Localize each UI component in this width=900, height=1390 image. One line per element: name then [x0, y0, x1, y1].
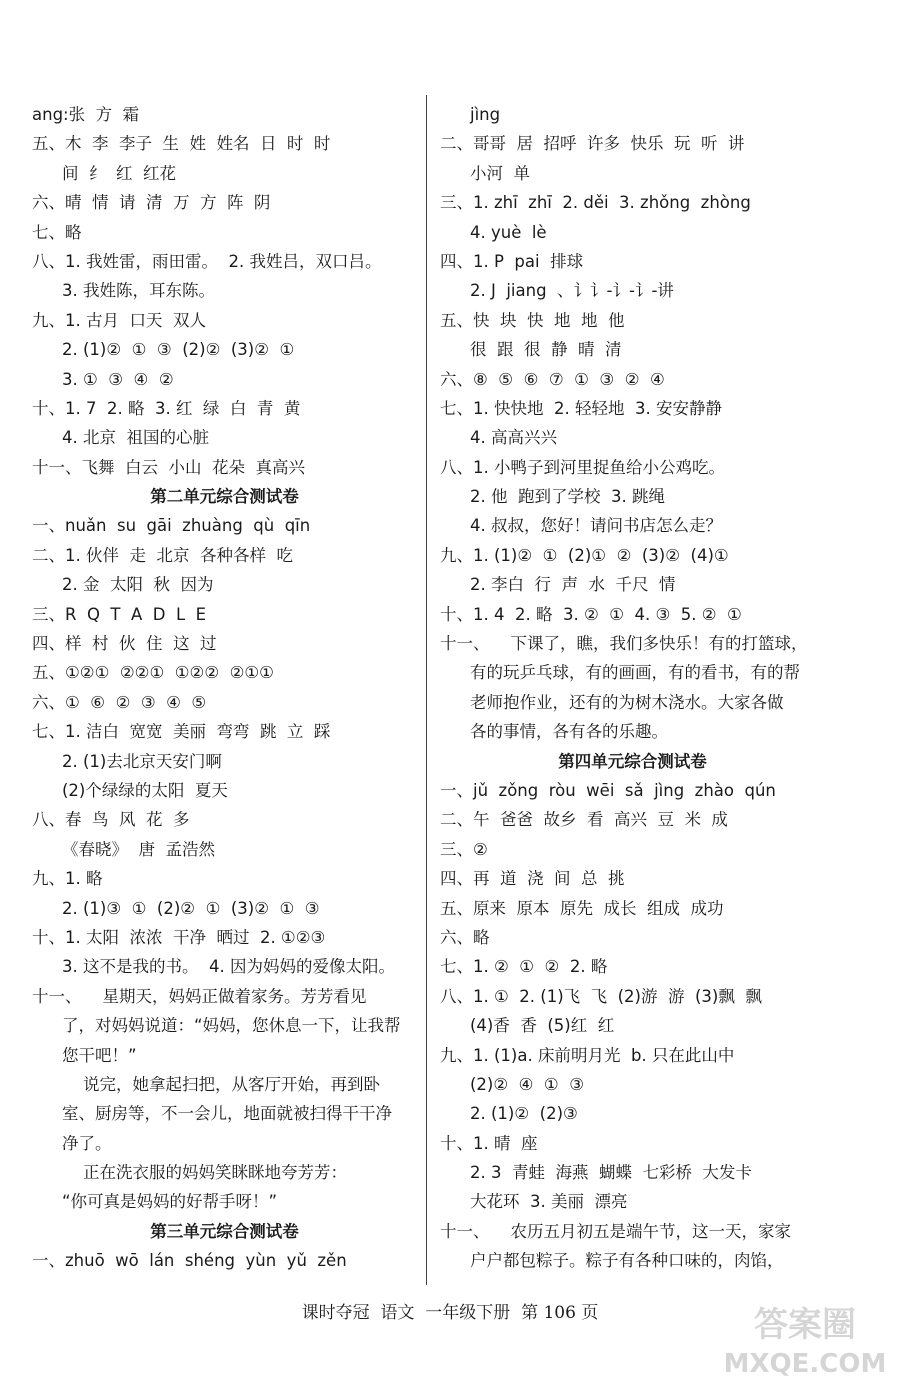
answer-line: 三、1. zhī zhī 2. děi 3. zhǒng zhòng: [440, 193, 751, 213]
answer-line: 3. 这不是我的书。 4. 因为妈妈的爱像太阳。: [62, 957, 395, 977]
answer-line: 4. 高高兴兴: [470, 428, 557, 448]
answer-line: 十一、 星期天，妈妈正做着家务。芳芳看见: [32, 986, 367, 1006]
answer-line: 《春晓》 唐 孟浩然: [62, 839, 215, 859]
answer-line: 2. 金 太阳 秋 因为: [62, 575, 214, 595]
answer-line: 八、1. 我姓雷，雨田雷。 2. 我姓吕，双口吕。: [32, 251, 382, 271]
answer-line: 3. ① ③ ④ ②: [62, 369, 174, 389]
answer-line: 九、1. 略: [32, 869, 103, 889]
answer-line: 五、原来 原本 原先 成长 组成 成功: [440, 898, 724, 918]
answer-line: 十、1. 4 2. 略 3. ② ① 4. ③ 5. ② ①: [440, 604, 742, 624]
watermark-url: MXQE.COM: [723, 1349, 887, 1379]
answer-line: (2)个绿绿的太阳 夏天: [62, 780, 228, 800]
answer-line: 一、nuǎn su gāi zhuàng qù qīn: [32, 516, 311, 536]
answer-line: 六、略: [440, 927, 490, 947]
answer-line: 户户都包粽子。粽子有各种口味的，肉馅，: [470, 1251, 784, 1271]
answer-line: 2. 3 青蛙 海燕 蝴蝶 七彩桥 大发卡: [470, 1163, 752, 1183]
answer-line: 4. yuè lè: [470, 222, 547, 242]
answer-line: 一、jǔ zǒng ròu wēi sǎ jìng zhào qún: [440, 780, 776, 800]
answer-line: 2. (1)③ ① (2)② ① (3)② ① ③: [62, 898, 320, 918]
answer-line: 八、春 鸟 风 花 多: [32, 810, 190, 830]
answer-line: 七、1. ② ① ② 2. 略: [440, 957, 608, 977]
answer-line: 间 纟 红 红花: [62, 163, 176, 183]
answer-line: 四、1. P pai 排球: [440, 251, 584, 271]
answer-line: 九、1. (1)a. 床前明月光 b. 只在此山中: [440, 1045, 735, 1065]
answer-line: 室、厨房等，不一会儿，地面就被扫得干干净: [62, 1104, 392, 1124]
answer-line: (2)② ④ ① ③: [470, 1074, 585, 1094]
watermark-logo: [720, 1300, 890, 1380]
answer-line: 十一、 农历五月初五是端午节，这一天，家家: [440, 1221, 791, 1241]
answer-line: 您干吧！”: [62, 1045, 137, 1065]
answer-line: 2. J jiang 、讠讠‐讠‐讠‐讲: [470, 281, 674, 301]
section-heading: 第四单元综合测试卷: [558, 751, 707, 771]
answer-line: 六、① ⑥ ② ③ ④ ⑤: [32, 692, 207, 712]
page-footer: 课时夺冠 语文 一年级下册 第 106 页: [301, 1303, 599, 1323]
answer-line: 四、样 村 伙 住 这 过: [32, 634, 217, 654]
answer-line: 正在洗衣服的妈妈笑眯眯地夸芳芳：: [62, 1163, 347, 1183]
answer-line: 三、R Q T A D L E: [32, 604, 207, 624]
answer-line: 有的玩乒乓球，有的画画，有的看书，有的帮: [470, 663, 800, 683]
answer-line: 2. (1)② ① ③ (2)② (3)② ①: [62, 340, 295, 360]
answer-line: 十、1. 7 2. 略 3. 红 绿 白 青 黄: [32, 398, 301, 418]
answer-line: 2. 李白 行 声 水 千尺 情: [470, 575, 676, 595]
answer-line: 三、②: [440, 839, 488, 859]
answer-line: “你可真是妈妈的好帮手呀！”: [62, 1192, 278, 1212]
answer-line: 八、1. ① 2. (1)飞 飞 (2)游 游 (3)飘 飘: [440, 986, 762, 1006]
right-answer-column: [440, 100, 825, 1276]
answer-line: ang:张 方 霜: [32, 105, 140, 124]
answer-line: 二、1. 伙伴 走 北京 各种各样 吃: [32, 545, 293, 565]
answer-line: 十、1. 晴 座: [440, 1133, 538, 1153]
answer-line: 八、1. 小鸭子到河里捉鱼给小公鸡吃。: [440, 457, 725, 477]
answer-line: 六、⑧ ⑤ ⑥ ⑦ ① ③ ② ④: [440, 369, 665, 389]
answer-line: 各的事情，各有各的乐趣。: [470, 722, 668, 742]
answer-line: 七、1. 快快地 2. 轻轻地 3. 安安静静: [440, 398, 722, 418]
answer-line: 大花环 3. 美丽 漂亮: [470, 1192, 628, 1212]
column-divider: [426, 95, 427, 1285]
answer-line: 净了。: [62, 1133, 112, 1153]
answer-line: 2. (1)② (2)③: [470, 1104, 578, 1124]
answer-line: 了，对妈妈说道：“妈妈，您休息一下，让我帮: [62, 1016, 401, 1036]
left-answer-column: [32, 100, 417, 1276]
answer-line: 2. (1)去北京天安门啊: [62, 751, 222, 771]
section-heading: 第三单元综合测试卷: [150, 1221, 299, 1241]
answer-line: 五、①②① ②②① ①②② ②①①: [32, 663, 274, 683]
answer-line: 十一、 下课了，瞧，我们多快乐！有的打篮球，: [440, 634, 808, 654]
answer-line: 说完，她拿起扫把，从客厅开始，再到卧: [62, 1074, 380, 1094]
answer-line: 五、快 块 快 地 地 他: [440, 310, 625, 330]
answer-line: 4. 北京 祖国的心脏: [62, 428, 209, 448]
answer-line: 九、1. (1)② ① (2)① ② (3)② (4)①: [440, 545, 729, 565]
answer-line: 六、晴 情 请 清 万 方 阵 阴: [32, 193, 271, 213]
answer-line: 七、略: [32, 222, 82, 242]
watermark-title: 答案圈: [754, 1305, 856, 1345]
answer-line: 七、1. 洁白 宽宽 美丽 弯弯 跳 立 踩: [32, 722, 331, 742]
answer-line: 二、哥哥 居 招呼 许多 快乐 玩 听 讲: [440, 134, 745, 154]
section-heading: 第二单元综合测试卷: [150, 487, 299, 507]
answer-line: 3. 我姓陈，耳东陈。: [62, 281, 215, 301]
answer-line: 老师抱作业，还有的为树木浇水。大家各做: [470, 692, 784, 712]
answer-line: 十一、飞舞 白云 小山 花朵 真高兴: [32, 457, 305, 477]
answer-line: jìng: [470, 105, 501, 124]
answer-line: 2. 他 跑到了学校 3. 跳绳: [470, 487, 665, 507]
answer-line: (4)香 香 (5)红 红: [470, 1016, 615, 1036]
answer-line: 一、zhuō wō lán shéng yùn yǔ zěn: [32, 1251, 347, 1271]
answer-line: 很 跟 很 静 晴 清: [470, 340, 622, 360]
answer-line: 十、1. 太阳 浓浓 干净 晒过 2. ①②③: [32, 927, 326, 947]
answer-line: 五、木 李 李子 生 姓 姓名 日 时 时: [32, 134, 331, 154]
answer-line: 四、再 道 浇 间 总 挑: [440, 869, 625, 889]
answer-line: 九、1. 古月 口天 双人: [32, 310, 206, 330]
answer-line: 二、午 爸爸 故乡 看 高兴 豆 米 成: [440, 810, 728, 830]
answer-line: 4. 叔叔，您好！请问书店怎么走？: [470, 516, 722, 536]
answer-line: 小河 单: [470, 163, 530, 183]
